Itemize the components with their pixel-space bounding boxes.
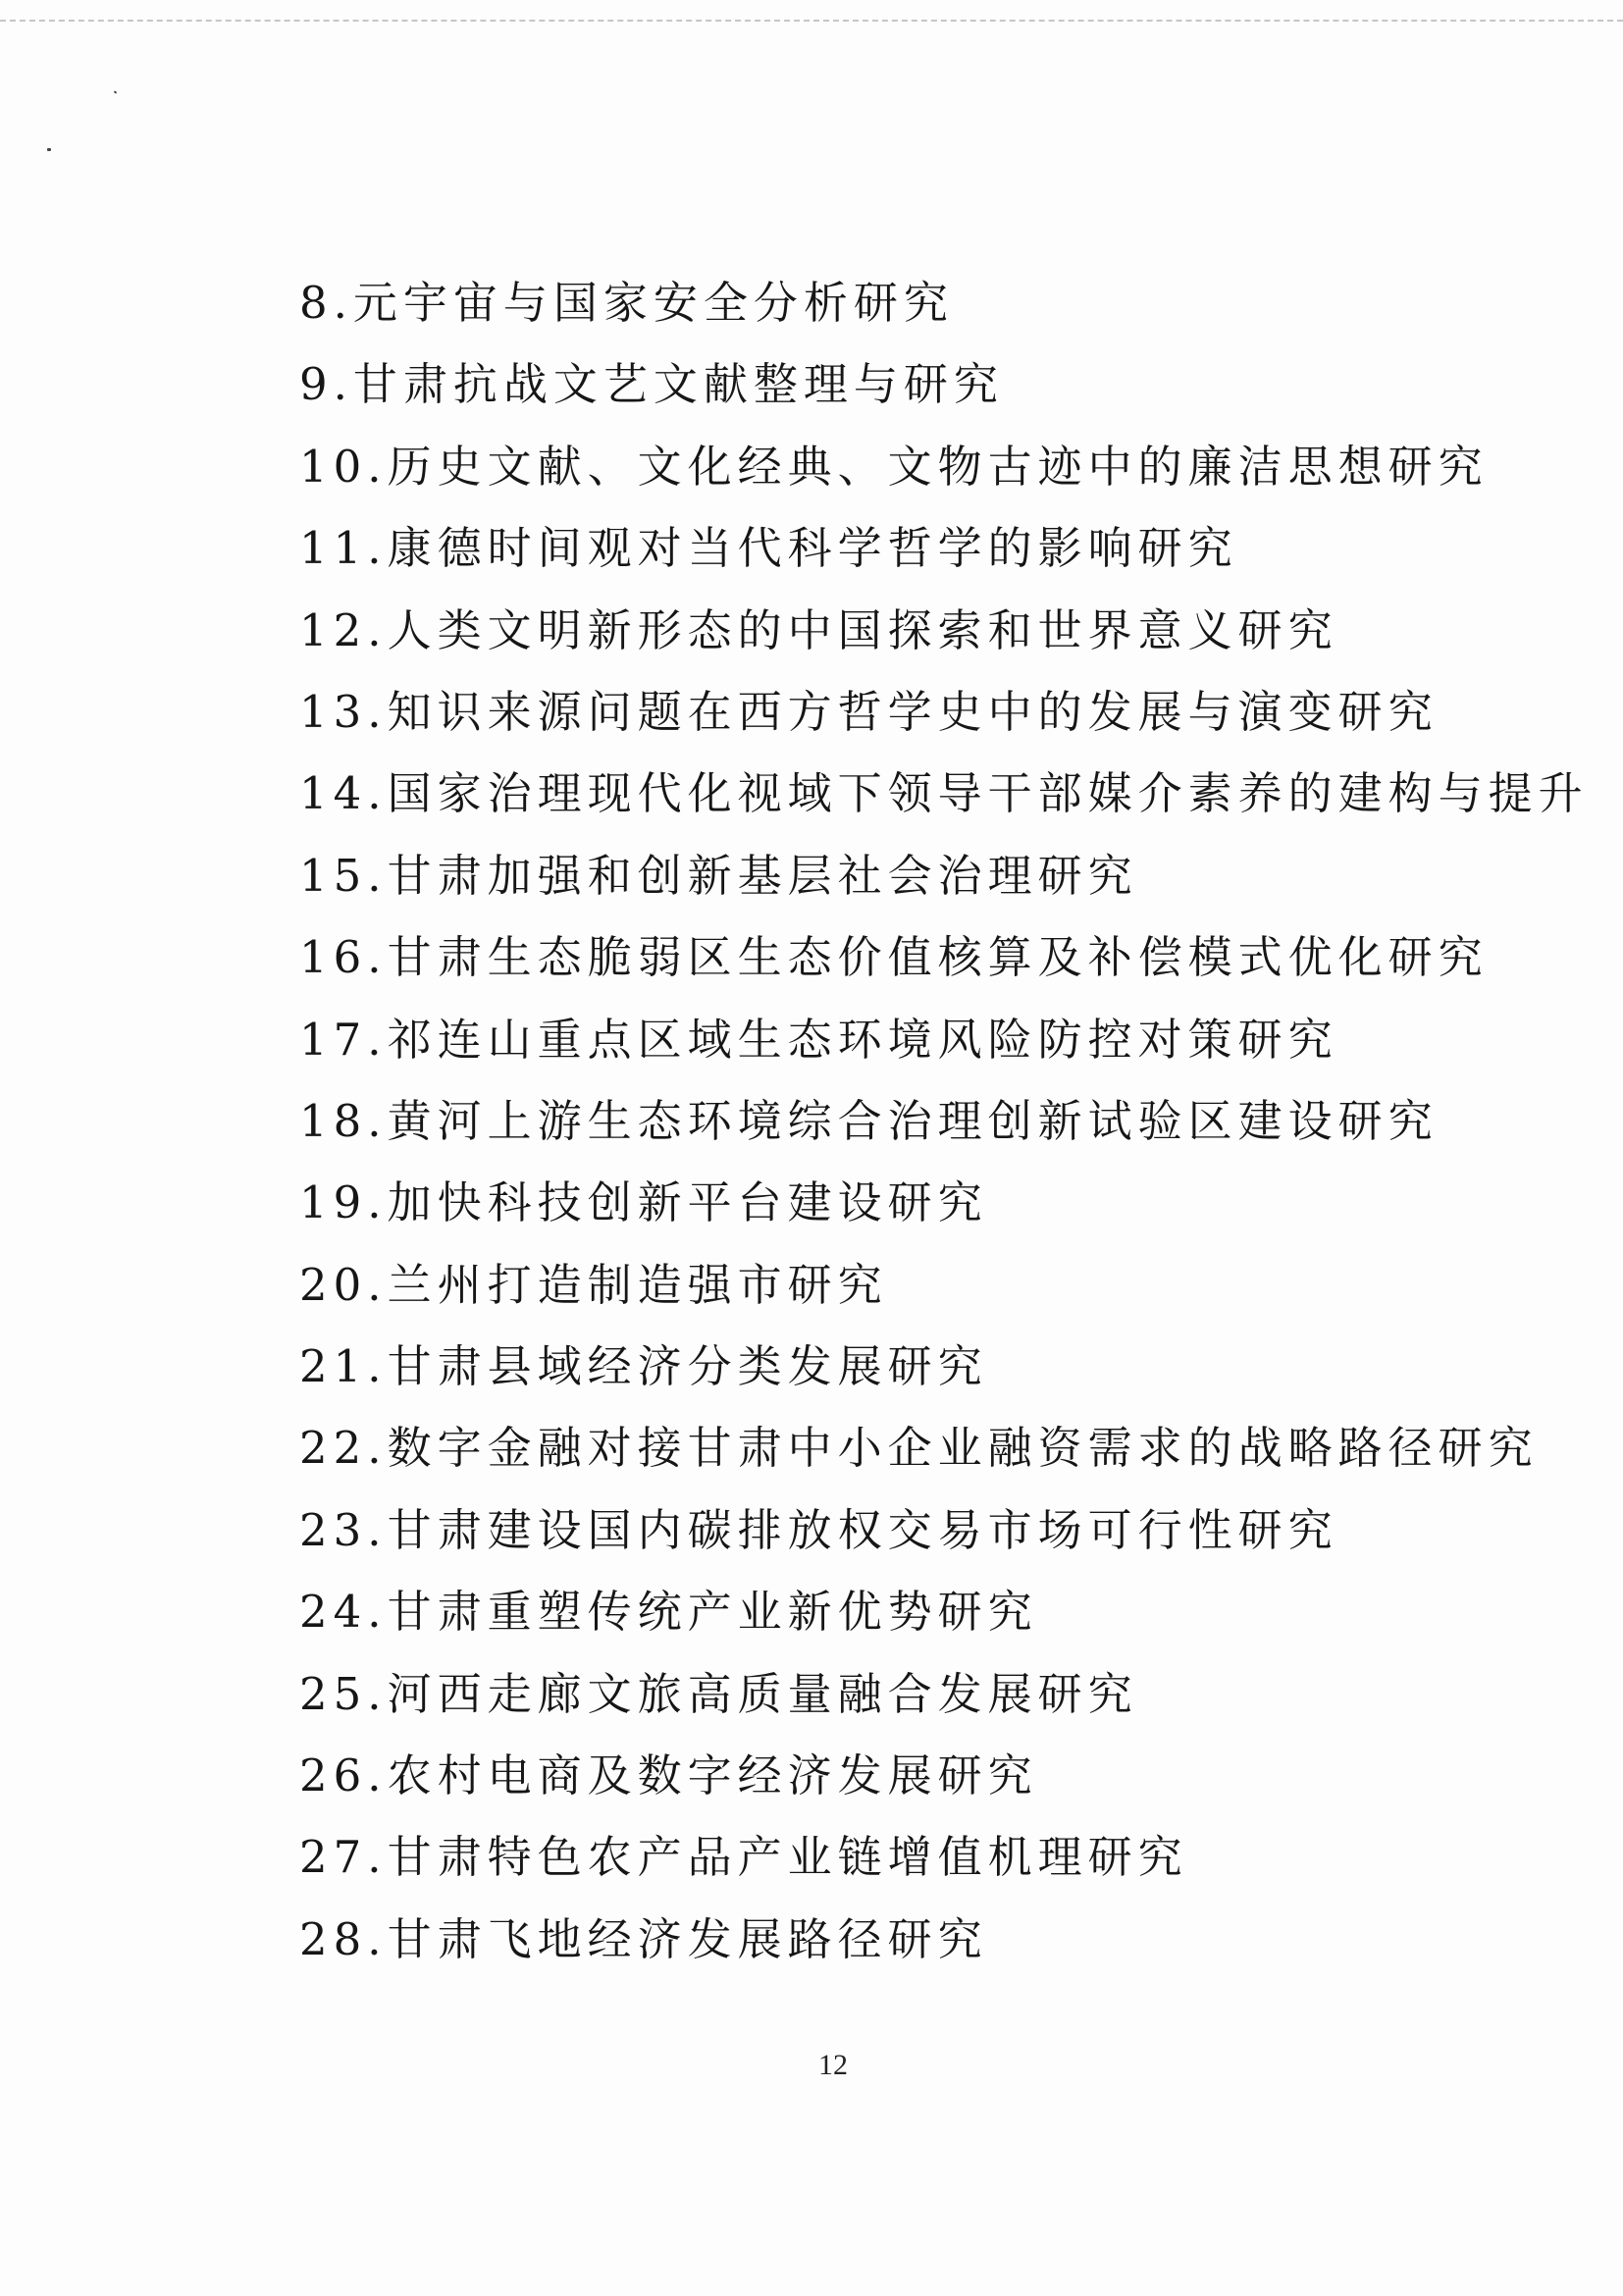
topic-item: 18.黄河上游生态环境综合治理创新试验区建设研究	[299, 1094, 1439, 1147]
topic-item: 27.甘肃特色农产品产业链增值机理研究	[299, 1831, 1188, 1884]
topic-item: 19.加快科技创新平台建设研究	[299, 1176, 988, 1229]
topic-item: 12.人类文明新形态的中国探索和世界意义研究	[299, 603, 1338, 656]
scan-speck	[114, 90, 118, 93]
topic-item: 25.河西走廊文旅高质量融合发展研究	[299, 1667, 1138, 1720]
topic-item: 21.甘肃县域经济分类发展研究	[299, 1340, 988, 1393]
topic-item: 10.历史文献、文化经典、文物古迹中的廉洁思想研究	[299, 440, 1489, 493]
topic-item: 20.兰州打造制造强市研究	[299, 1258, 888, 1311]
topic-item: 22.数字金融对接甘肃中小企业融资需求的战略路径研究	[299, 1422, 1539, 1475]
topic-item: 14.国家治理现代化视域下领导干部媒介素养的建构与提升	[299, 767, 1589, 820]
topic-item: 24.甘肃重塑传统产业新优势研究	[299, 1586, 1038, 1639]
topic-item: 15.甘肃加强和创新基层社会治理研究	[299, 849, 1138, 902]
topic-item: 17.祁连山重点区域生态环境风险防控对策研究	[299, 1013, 1338, 1066]
topic-item: 13.知识来源问题在西方哲学史中的发展与演变研究	[299, 685, 1439, 738]
page-number: 12	[818, 2049, 848, 2081]
topic-item: 26.农村电商及数字经济发展研究	[299, 1749, 1038, 1802]
scan-edge-line	[0, 20, 1623, 22]
topic-item: 23.甘肃建设国内碳排放权交易市场可行性研究	[299, 1503, 1338, 1556]
topic-item: 8.元宇宙与国家安全分析研究	[299, 277, 954, 329]
topic-item: 28.甘肃飞地经济发展路径研究	[299, 1912, 988, 1965]
topic-item: 11.康德时间观对当代科学哲学的影响研究	[299, 522, 1238, 575]
topic-item: 9.甘肃抗战文艺文献整理与研究	[299, 358, 1004, 411]
scan-speck	[47, 148, 51, 151]
topic-item: 16.甘肃生态脆弱区生态价值核算及补偿模式优化研究	[299, 931, 1489, 984]
research-topic-list	[299, 272, 1589, 1990]
